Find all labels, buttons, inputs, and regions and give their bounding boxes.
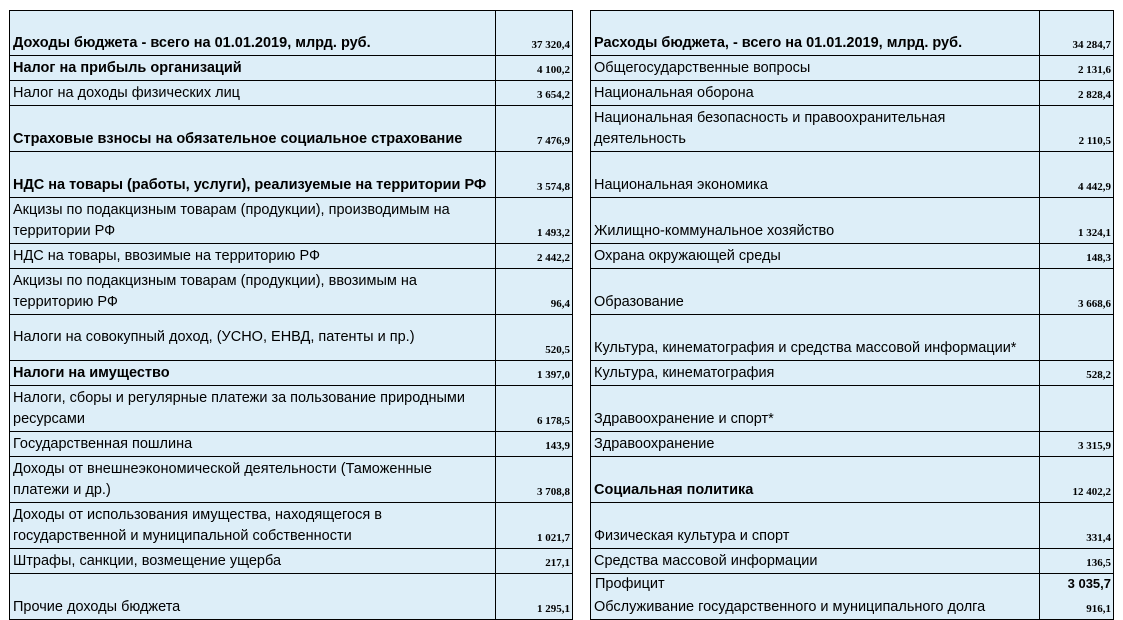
expense-value: 3 668,6 [1040, 269, 1114, 315]
income-row [10, 244, 573, 269]
expense-row [591, 106, 1114, 152]
income-row [10, 432, 573, 457]
expense-value [1040, 386, 1114, 432]
expense-row [591, 503, 1114, 549]
income-value: 1 397,0 [496, 361, 573, 386]
expenses-table [590, 10, 1114, 620]
income-label: Доходы бюджета - всего на 01.01.2019, млрд. руб. [10, 11, 496, 56]
income-label: Страховые взносы на обязательное социальное страхование [10, 106, 496, 152]
income-row [10, 457, 573, 503]
income-value: 217,1 [496, 549, 573, 574]
expense-value: 12 402,2 [1040, 457, 1114, 503]
expense-label: Обслуживание государственного и муниципального долга [591, 574, 1040, 620]
expense-row [591, 386, 1114, 432]
income-row [10, 503, 573, 549]
expense-row [591, 432, 1114, 457]
income-value: 3 708,8 [496, 457, 573, 503]
surplus-label: Профицит [595, 576, 665, 592]
income-row [10, 198, 573, 244]
income-label: Акцизы по подакцизным товарам (продукции), производимым на территории РФ [10, 198, 496, 244]
expense-row [591, 315, 1114, 361]
income-label: НДС на товары, ввозимые на территорию РФ [10, 244, 496, 269]
expense-row [591, 549, 1114, 574]
income-label: Налог на прибыль организаций [10, 56, 496, 81]
income-value: 3 574,8 [496, 152, 573, 198]
income-table [9, 10, 573, 620]
income-label: Доходы от внешнеэкономической деятельности (Таможенные платежи и др.) [10, 457, 496, 503]
expense-value [1040, 315, 1114, 361]
expense-row [591, 152, 1114, 198]
expense-label: Национальная экономика [591, 152, 1040, 198]
income-value: 4 100,2 [496, 56, 573, 81]
income-row [10, 11, 573, 56]
income-label: Государственная пошлина [10, 432, 496, 457]
expense-label: Средства массовой информации [591, 549, 1040, 574]
expense-value: 136,5 [1040, 549, 1114, 574]
income-row [10, 574, 573, 620]
expense-label: Культура, кинематография и средства массовой информации* [591, 315, 1040, 361]
income-row [10, 152, 573, 198]
income-row [10, 81, 573, 106]
income-row [10, 56, 573, 81]
income-value: 3 654,2 [496, 81, 573, 106]
income-row [10, 386, 573, 432]
expense-label: Здравоохранение и спорт* [591, 386, 1040, 432]
income-label: Налоги на имущество [10, 361, 496, 386]
expense-label: Социальная политика [591, 457, 1040, 503]
income-row [10, 106, 573, 152]
income-value: 37 320,4 [496, 11, 573, 56]
income-value: 1 021,7 [496, 503, 573, 549]
income-row [10, 549, 573, 574]
surplus-value: 3 035,7 [1067, 576, 1111, 591]
expense-label: Национальная оборона [591, 81, 1040, 106]
income-label: НДС на товары (работы, услуги), реализуемые на территории РФ [10, 152, 496, 198]
expense-label: Здравоохранение [591, 432, 1040, 457]
income-label: Налоги, сборы и регулярные платежи за пользование природными ресурсами [10, 386, 496, 432]
income-label: Доходы от использования имущества, находящегося в государственной и муниципальной собственности [10, 503, 496, 549]
expense-value: 4 442,9 [1040, 152, 1114, 198]
surplus-row [590, 572, 1113, 596]
expense-label: Расходы бюджета, - всего на 01.01.2019, млрд. руб. [591, 11, 1040, 56]
income-value: 1 295,1 [496, 574, 573, 620]
expense-label: Общегосударственные вопросы [591, 56, 1040, 81]
income-label: Налоги на совокупный доход, (УСНО, ЕНВД, патенты и пр.) [10, 315, 496, 361]
income-label: Акцизы по подакцизным товарам (продукции), ввозимым на территорию РФ [10, 269, 496, 315]
income-value: 96,4 [496, 269, 573, 315]
expense-row [591, 198, 1114, 244]
expense-row [591, 244, 1114, 269]
expense-label: Охрана окружающей среды [591, 244, 1040, 269]
income-row [10, 361, 573, 386]
income-value: 7 476,9 [496, 106, 573, 152]
income-value: 1 493,2 [496, 198, 573, 244]
expense-value: 528,2 [1040, 361, 1114, 386]
expense-label: Физическая культура и спорт [591, 503, 1040, 549]
expense-row [591, 457, 1114, 503]
expense-value: 3 315,9 [1040, 432, 1114, 457]
income-label: Прочие доходы бюджета [10, 574, 496, 620]
expense-row [591, 269, 1114, 315]
expense-value: 2 110,5 [1040, 106, 1114, 152]
income-value: 143,9 [496, 432, 573, 457]
expense-value: 1 324,1 [1040, 198, 1114, 244]
income-value: 6 178,5 [496, 386, 573, 432]
expense-value: 148,3 [1040, 244, 1114, 269]
expense-row [591, 361, 1114, 386]
expense-label: Национальная безопасность и правоохранительная деятельность [591, 106, 1040, 152]
income-row [10, 269, 573, 315]
expense-label: Образование [591, 269, 1040, 315]
income-label: Налог на доходы физических лиц [10, 81, 496, 106]
expense-row [591, 56, 1114, 81]
expense-value: 34 284,7 [1040, 11, 1114, 56]
expense-label: Культура, кинематография [591, 361, 1040, 386]
expense-value: 2 131,6 [1040, 56, 1114, 81]
income-row [10, 315, 573, 361]
expense-value: 331,4 [1040, 503, 1114, 549]
income-value: 520,5 [496, 315, 573, 361]
expense-label: Жилищно-коммунальное хозяйство [591, 198, 1040, 244]
income-value: 2 442,2 [496, 244, 573, 269]
expense-row [591, 11, 1114, 56]
expense-value: 2 828,4 [1040, 81, 1114, 106]
expense-row [591, 81, 1114, 106]
expense-value: 916,1 [1040, 574, 1114, 620]
income-label: Штрафы, санкции, возмещение ущерба [10, 549, 496, 574]
